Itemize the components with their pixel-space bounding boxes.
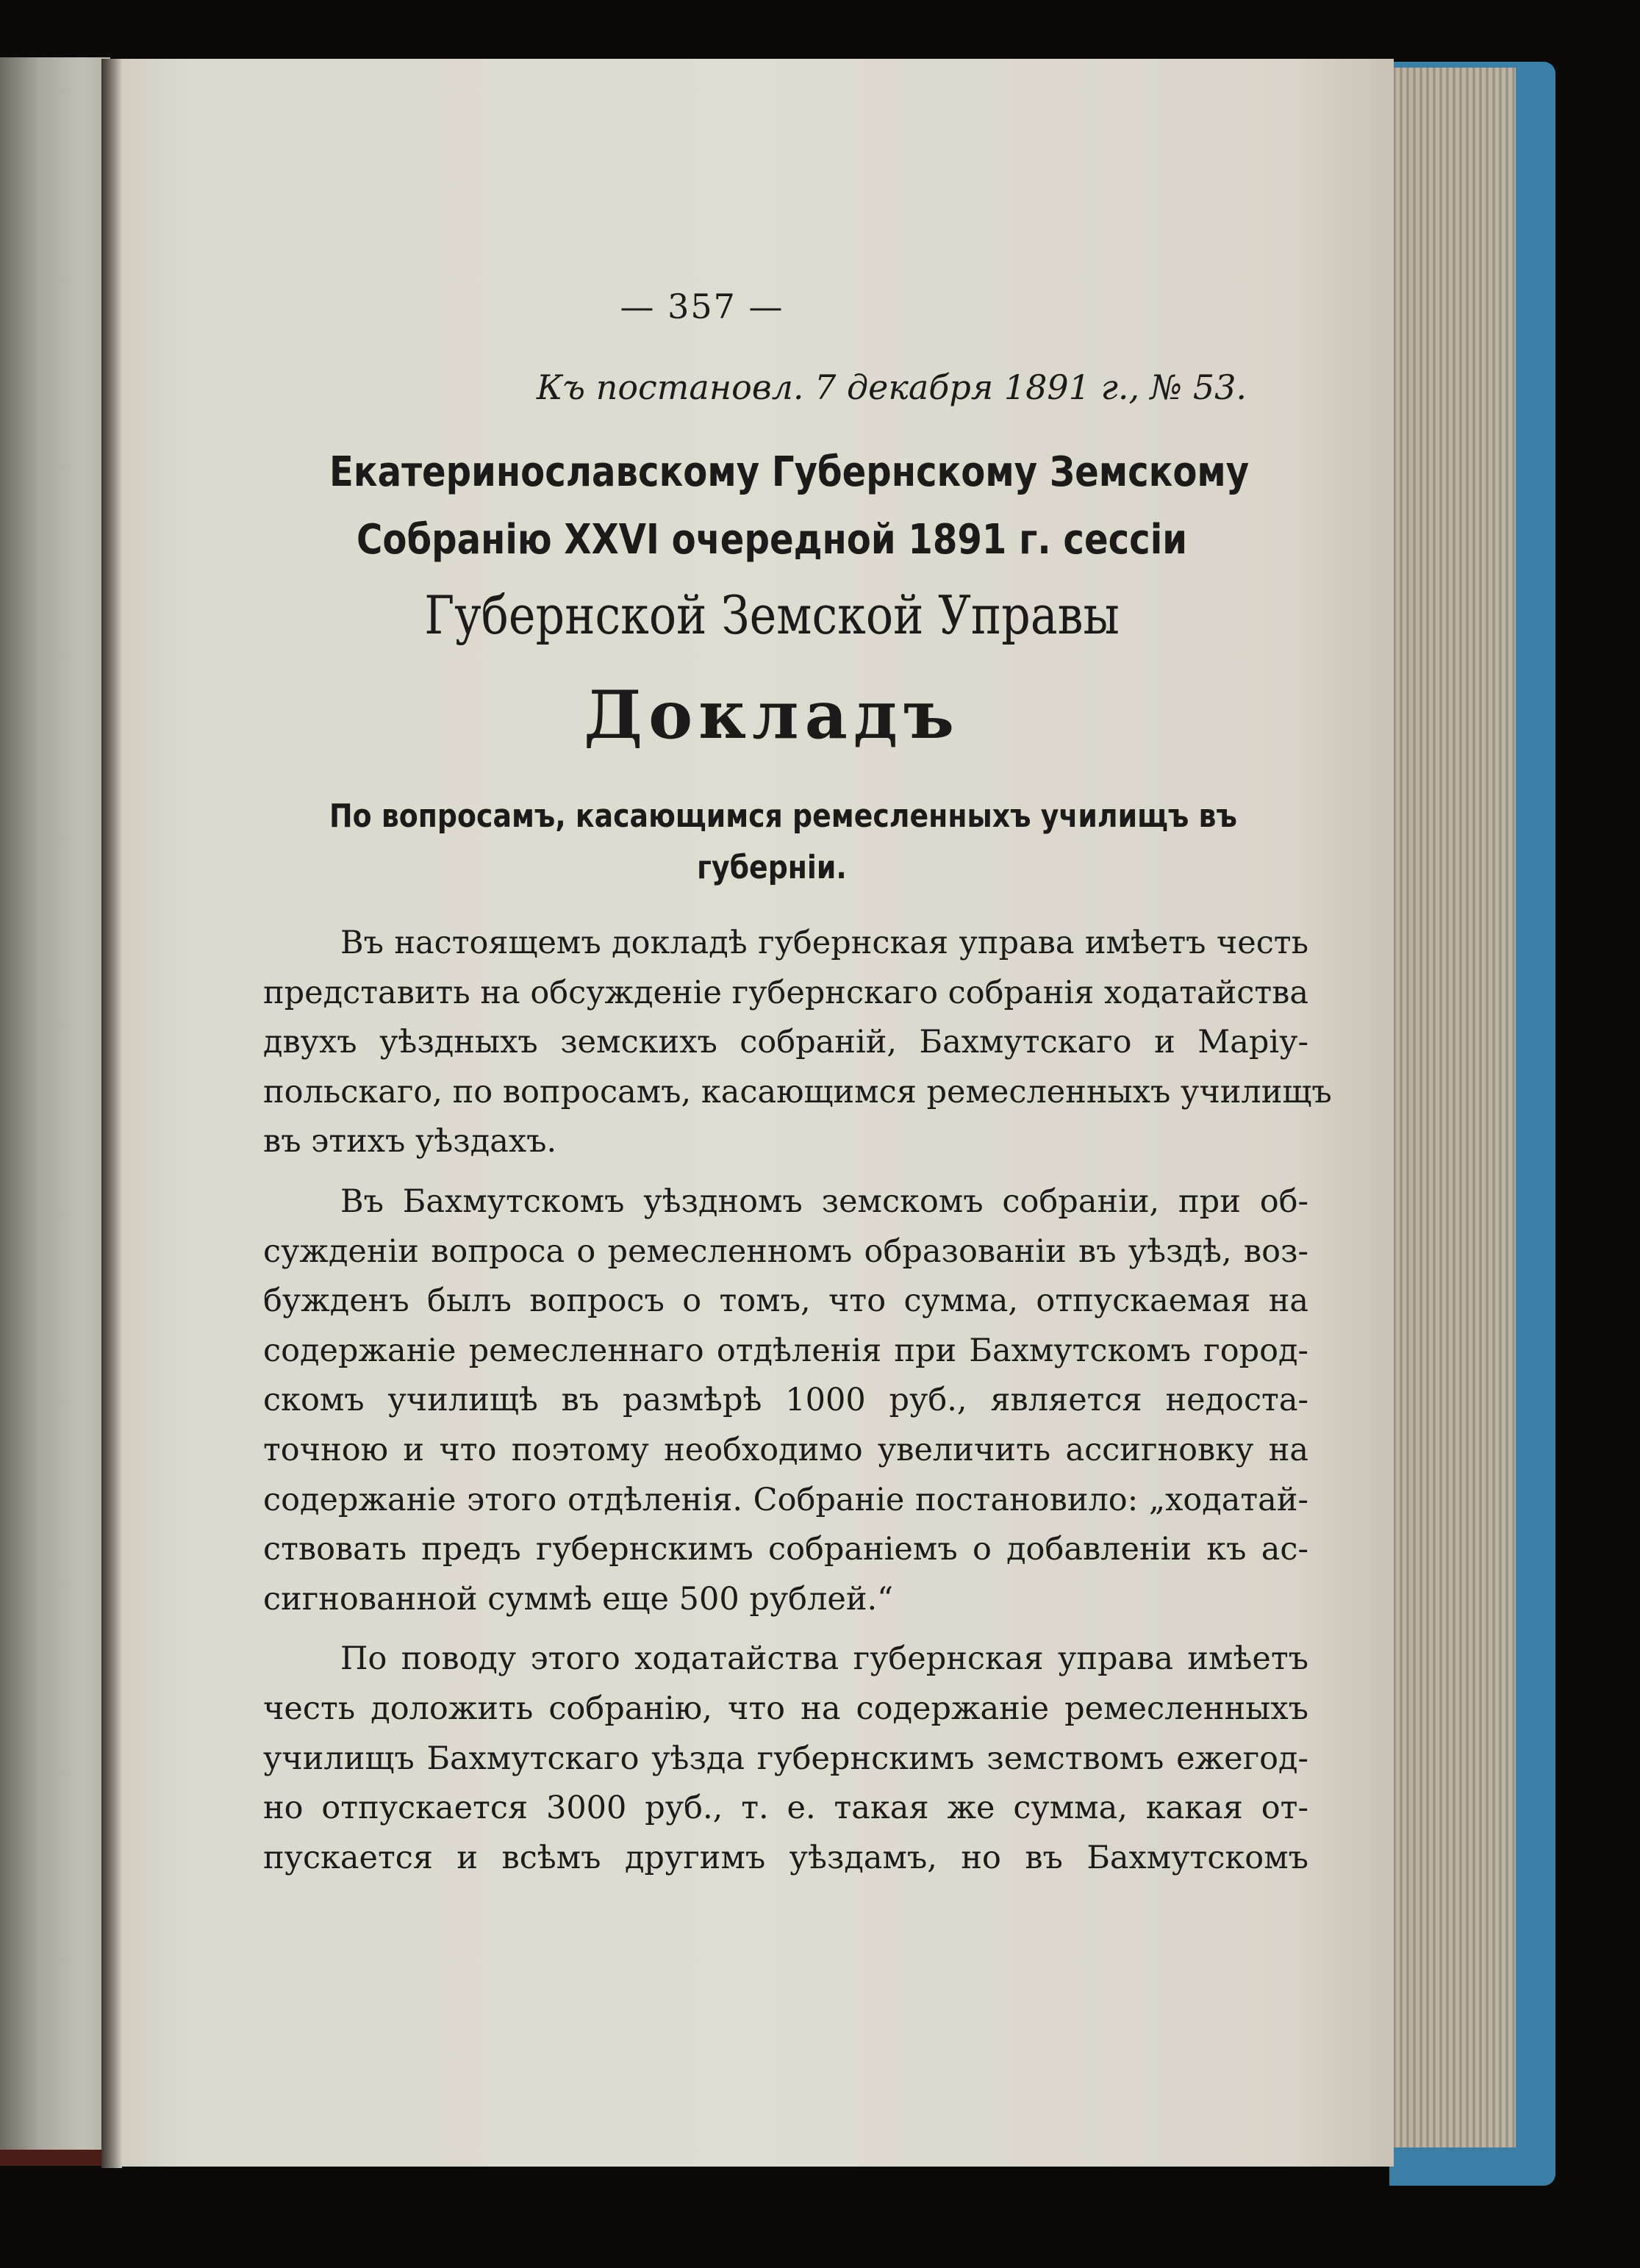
body-text — [263, 919, 1332, 1883]
heading-line-2: Собранію XXVI очередной 1891 г. сессіи — [357, 516, 1187, 564]
heading-line-3: Губернской Земской Управы — [424, 584, 1120, 646]
text-line: въ этихъ уѣздахъ. — [263, 1123, 557, 1160]
text-line: Въ настоящемъ докладѣ губернская управа имѣетъ честь — [340, 925, 1308, 961]
page-stack — [1389, 68, 1516, 2147]
text-line: ствовать предъ губернскимъ собраніемъ о добавленіи къ ас- — [263, 1531, 1308, 1568]
subtitle-line-1: По вопросамъ, касающимся ремесленныхъ училищъ въ — [329, 797, 1237, 835]
report-title: Докладъ — [584, 676, 960, 754]
text-line: но отпускается 3000 руб., т. е. такая же сумма, какая от- — [263, 1790, 1308, 1827]
text-line: училищъ Бахмутскаго уѣзда губернскимъ земствомъ ежегод- — [263, 1740, 1308, 1777]
page-number: — 357 — — [620, 287, 784, 326]
text-line: Въ Бахмутскомъ уѣздномъ земскомъ собраніи, при об- — [340, 1183, 1308, 1220]
text-line: честь доложить собранію, что на содержаніе ремесленныхъ — [263, 1690, 1308, 1727]
left-page — [0, 57, 110, 2165]
text-line: сужденіи вопроса о ремесленномъ образованіи въ уѣздѣ, воз- — [263, 1232, 1308, 1270]
text-line: По поводу этого ходатайства губернская управа имѣетъ — [340, 1640, 1308, 1678]
text-line: содержаніе ремесленнаго отдѣленія при Бахмутскомъ город- — [263, 1332, 1308, 1369]
left-page-edge — [0, 2150, 107, 2166]
text-line: представить на обсужденіе губернскаго собранія ходатайства — [263, 974, 1308, 1011]
text-line: польскаго, по вопросамъ, касающимся ремесленныхъ училищъ — [263, 1073, 1332, 1110]
text-line: скомъ училищѣ въ размѣрѣ 1000 руб., является недоста- — [263, 1382, 1308, 1419]
text-line: точною и что поэтому необходимо увеличить ассигновку на — [263, 1431, 1308, 1468]
text-line: пускается и всѣмъ другимъ уѣздамъ, но въ Бахмутскомъ — [263, 1839, 1308, 1876]
book-page — [110, 59, 1394, 2167]
spine-shadow — [101, 59, 122, 2168]
subtitle-line-2: губерніи. — [697, 849, 847, 886]
resolution-note: Къ постановл. 7 декабря 1891 г., № 53. — [536, 367, 1247, 407]
heading-line-1: Екатеринославскому Губернскому Земскому — [329, 448, 1250, 496]
text-line: содержаніе этого отдѣленія. Собраніе постановило: „ходатай- — [263, 1481, 1308, 1518]
text-line: бужденъ былъ вопросъ о томъ, что сумма, отпускаемая на — [263, 1282, 1308, 1320]
text-line: сигнованной суммѣ еще 500 рублей.“ — [263, 1580, 894, 1618]
text-line: двухъ уѣздныхъ земскихъ собраній, Бахмутскаго и Маріу- — [263, 1024, 1308, 1061]
